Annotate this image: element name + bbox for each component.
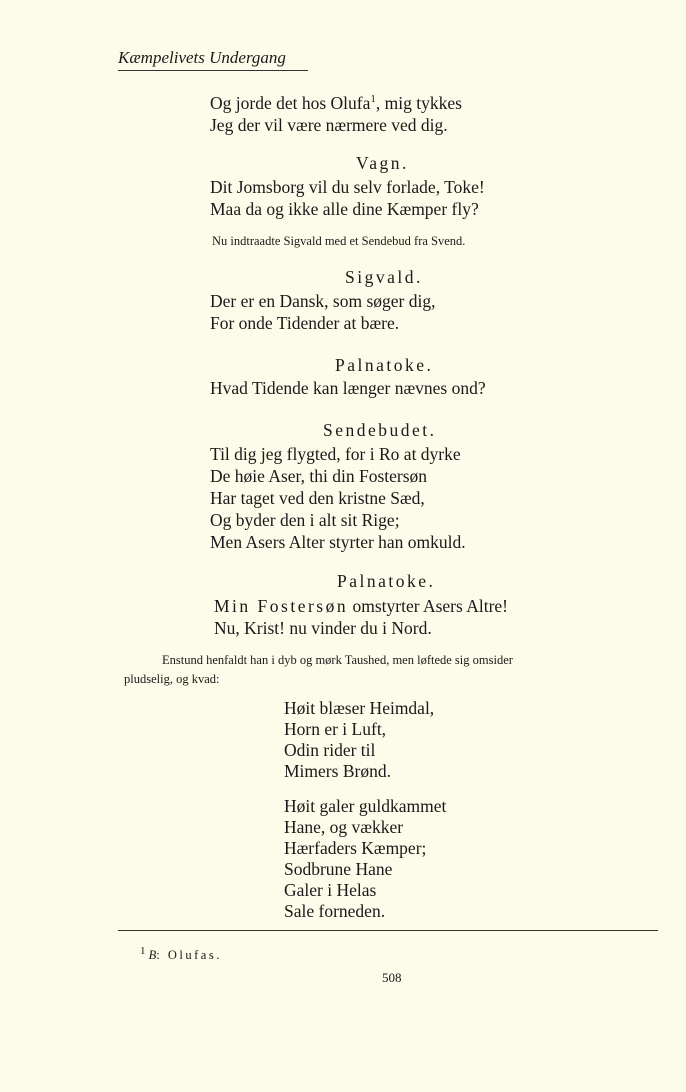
verse-line: Maa da og ikke alle dine Kæmper fly? [210, 199, 479, 219]
speech-sigvald [210, 290, 436, 334]
verse-line: Der er en Dansk, som søger dig, [210, 291, 436, 311]
footnote-marker: 1 [370, 93, 376, 105]
verse-line: Til dig jeg flygted, for i Ro at dyrke [210, 444, 461, 464]
song-stanza-2 [284, 796, 446, 922]
footnote-marker: 1 [140, 945, 146, 957]
verse-line: For onde Tidender at bære. [210, 313, 400, 333]
speaker-palnatoke: Palnatoke. [337, 571, 436, 591]
speaker-sendebudet: Sendebudet. [323, 420, 437, 440]
stage-direction: Enstund henfaldt han i dyb og mørk Taushed, men løftede sig omsider [162, 653, 513, 667]
speaker-vagn: Vagn. [356, 153, 409, 173]
page-number: 508 [382, 970, 402, 985]
verse-line: Galer i Helas [284, 880, 377, 900]
speech-vagn [210, 176, 485, 220]
verse-line: Har taget ved den kristne Sæd, [210, 488, 425, 508]
opening-lines [210, 88, 462, 136]
speaker-palnatoke: Palnatoke. [335, 355, 434, 375]
verse-line: De høie Aser, thi din Fostersøn [210, 466, 428, 486]
footnote: $^1$ B: Olufas. [140, 945, 222, 963]
stage-direction: Nu indtraadte Sigvald med et Sendebud fra Svend. [212, 234, 466, 248]
verse-line: Horn er i Luft, [284, 719, 387, 739]
speech-palnatoke-2 [214, 595, 508, 639]
footnote-rule [118, 930, 658, 931]
verse-line: Jeg der vil være nærmere ved dig. [210, 114, 448, 135]
verse-line: Mimers Brønd. [284, 761, 391, 781]
running-header: Kæmpelivets Undergang [118, 48, 308, 71]
stage-direction: pludselig, og kvad: [124, 672, 220, 686]
verse-line: Min Fostersøn omstyrter Asers Altre! [214, 596, 509, 616]
speaker-sigvald: Sigvald. [345, 267, 423, 287]
speech-palnatoke [210, 377, 486, 399]
song-stanza-1 [284, 698, 434, 782]
verse-line: Hane, og vækker [284, 817, 404, 837]
verse-line: Sodbrune Hane [284, 859, 393, 879]
verse-line: Hvad Tidende kan længer nævnes ond? [210, 378, 486, 398]
verse-line: Og byder den i alt sit Rige; [210, 510, 400, 530]
verse-line: Sale forneden. [284, 901, 386, 921]
verse-line: Men Asers Alter styrter han omkuld. [210, 532, 466, 552]
verse-line: Høit galer guldkammet [284, 796, 447, 816]
verse-line: Og jorde det hos Olufa$^1$, mig tykkes [210, 92, 462, 113]
verse-line: Odin rider til [284, 740, 376, 760]
speech-sendebudet [210, 443, 466, 553]
verse-line: Dit Jomsborg vil du selv forlade, Toke! [210, 177, 485, 197]
verse-line: Hærfaders Kæmper; [284, 838, 427, 858]
verse-line: Nu, Krist! nu vinder du i Nord. [214, 618, 432, 638]
verse-line: Høit blæser Heimdal, [284, 698, 435, 718]
